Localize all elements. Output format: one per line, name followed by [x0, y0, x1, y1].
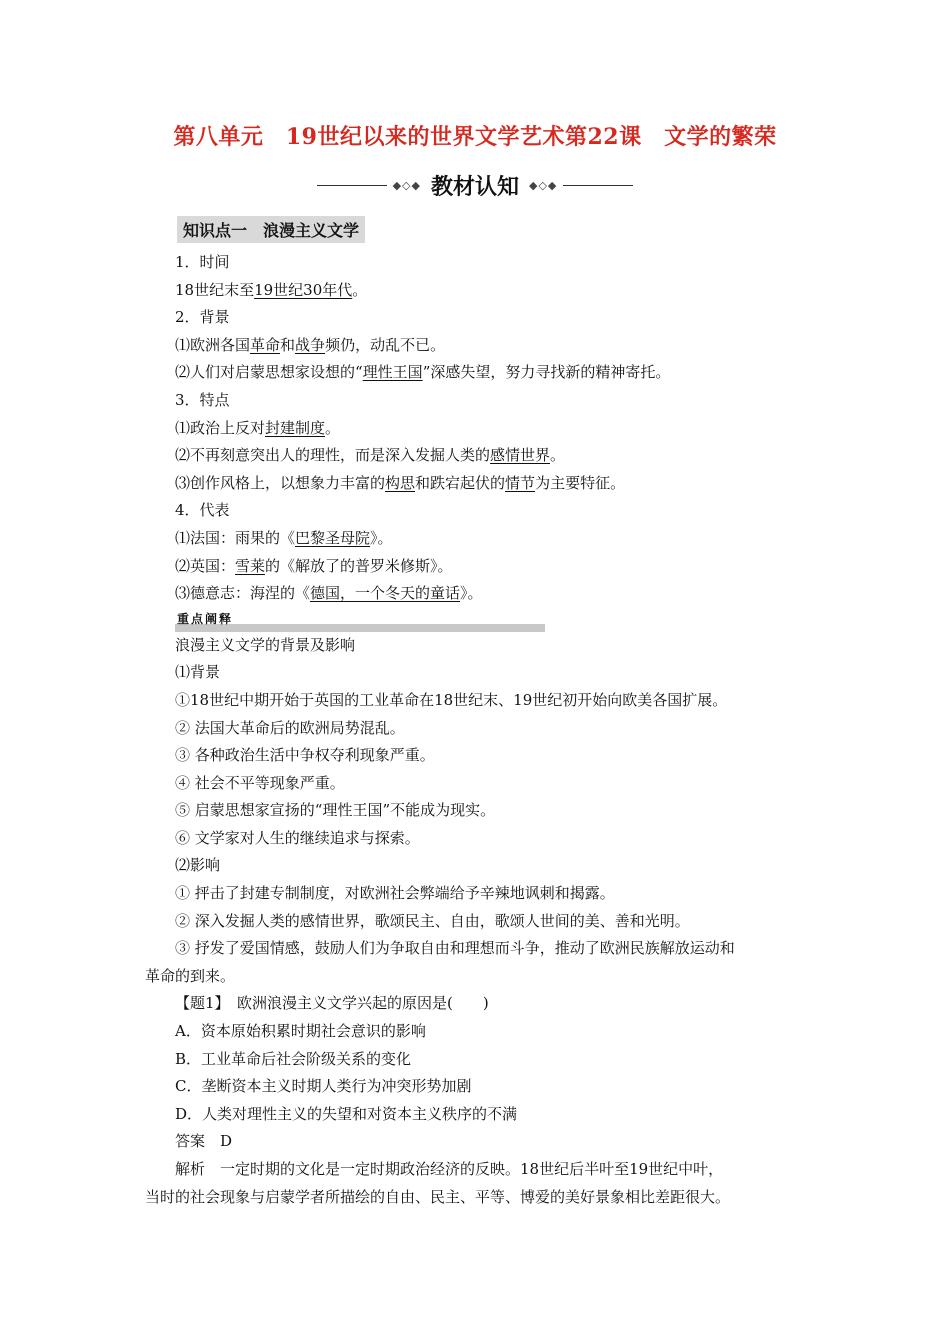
text-line: ⑶创作风格上，以想象力丰富的构思和跌宕起伏的情节为主要特征。: [175, 473, 626, 492]
blank-answer: 理性王国: [362, 363, 423, 382]
text-line: 4．代表: [175, 501, 230, 520]
blank-answer: 革命: [250, 335, 281, 354]
text-line: ⑵人们对启蒙思想家设想的“理性王国”深感失望，努力寻找新的精神寄托。: [175, 363, 671, 382]
text-line: 1．时间: [175, 253, 230, 271]
question-stem: 【题1】 欧洲浪漫主义文学兴起的原因是( ): [175, 994, 489, 1013]
blank-answer: 雪莱: [235, 556, 266, 575]
focus-section-header: [175, 610, 815, 632]
question-option: A．资本原始积累时期社会意识的影响: [175, 1022, 426, 1041]
list-item: ④ 社会不平等现象严重。: [175, 773, 345, 792]
text-line: ⑴政治上反对封建制度。: [175, 418, 341, 437]
text-line: ⑶德意志：海涅的《德国，一个冬天的童话》。: [175, 584, 483, 603]
blank-answer: 封建制度: [265, 418, 326, 437]
blank-answer: 19世纪30年代: [254, 280, 353, 299]
blank-answer: 情节: [505, 473, 536, 492]
ornament-icon: ◆◇◆: [529, 178, 558, 192]
text-line: ⑵不再刻意突出人的理性，而是深入发掘人类的感情世界。: [175, 446, 566, 465]
text-line: ⑵英国：雪莱的《解放了的普罗米修斯》。: [175, 556, 453, 575]
banner-rule-left: [317, 185, 387, 186]
list-item: ① 抨击了封建专制制度，对欧洲社会弊端给予辛辣地讽刺和揭露。: [175, 884, 615, 903]
blank-answer: 感情世界: [490, 446, 551, 465]
question-option: C．垄断资本主义时期人类行为冲突形势加剧: [175, 1077, 472, 1096]
answer-line: 答案 D: [175, 1132, 233, 1151]
question-option: B．工业革命后社会阶级关系的变化: [175, 1049, 412, 1068]
text-line: ⑵影响: [175, 856, 221, 875]
text-line: ⑴欧洲各国革命和战争频仍，动乱不已。: [175, 335, 446, 354]
text-line: ⑴背景: [175, 663, 221, 682]
list-item: ⑥ 文学家对人生的继续追求与探索。: [175, 828, 420, 847]
text-line: 2．背景: [175, 308, 230, 327]
blank-answer: 巴黎圣母院: [295, 528, 371, 547]
banner-title: 教材认知: [430, 174, 519, 200]
text-line: 18世纪末至19世纪30年代。: [175, 280, 368, 299]
focus-heading: 浪漫主义文学的背景及影响: [175, 635, 356, 654]
section-banner: [0, 168, 950, 202]
list-item: ①18世纪中期开始于英国的工业革命在18世纪末、19世纪初开始向欧美各国扩展。: [175, 690, 728, 709]
focus-label: 重点阐释: [177, 611, 234, 626]
main-content: [145, 216, 815, 1211]
list-item: ② 法国大革命后的欧洲局势混乱。: [175, 718, 405, 737]
knowledge-point-heading: 知识点一 浪漫主义文学: [177, 216, 365, 243]
list-item: ③ 抒发了爱国情感，鼓励人们为争取自由和理想而斗争，推动了欧洲民族解放运动和: [175, 939, 735, 958]
text-line: ⑴法国：雨果的《巴黎圣母院》。: [175, 528, 393, 547]
list-item: ③ 各种政治生活中争权夺利现象严重。: [175, 746, 435, 765]
blank-answer: 战争: [295, 335, 326, 354]
list-item: ② 深入发掘人类的感情世界，歌颂民主、自由，歌颂人世间的美、善和光明。: [175, 911, 690, 930]
banner-rule-right: [563, 185, 633, 186]
ornament-icon: ◆◇◆: [392, 178, 421, 192]
analysis-line: 解析 一定时期的文化是一定时期政治经济的反映。18世纪后半叶至19世纪中叶，: [175, 1160, 724, 1178]
blank-answer: 构思: [385, 473, 416, 492]
question-option: D．人类对理性主义的失望和对资本主义秩序的不满: [175, 1104, 518, 1123]
analysis-line: 当时的社会现象与启蒙学者所描绘的自由、民主、平等、博爱的美好景象相比差距很大。: [145, 1187, 731, 1206]
list-item: ⑤ 启蒙思想家宣扬的“理性王国”不能成为现实。: [175, 801, 496, 820]
text-line: 3．特点: [175, 390, 230, 409]
page-title: 第八单元 19世纪以来的世界文学艺术第22课 文学的繁荣: [173, 124, 777, 150]
blank-answer: 德国，一个冬天的童话: [310, 584, 461, 603]
list-item-continuation: 革命的到来。: [145, 966, 236, 985]
